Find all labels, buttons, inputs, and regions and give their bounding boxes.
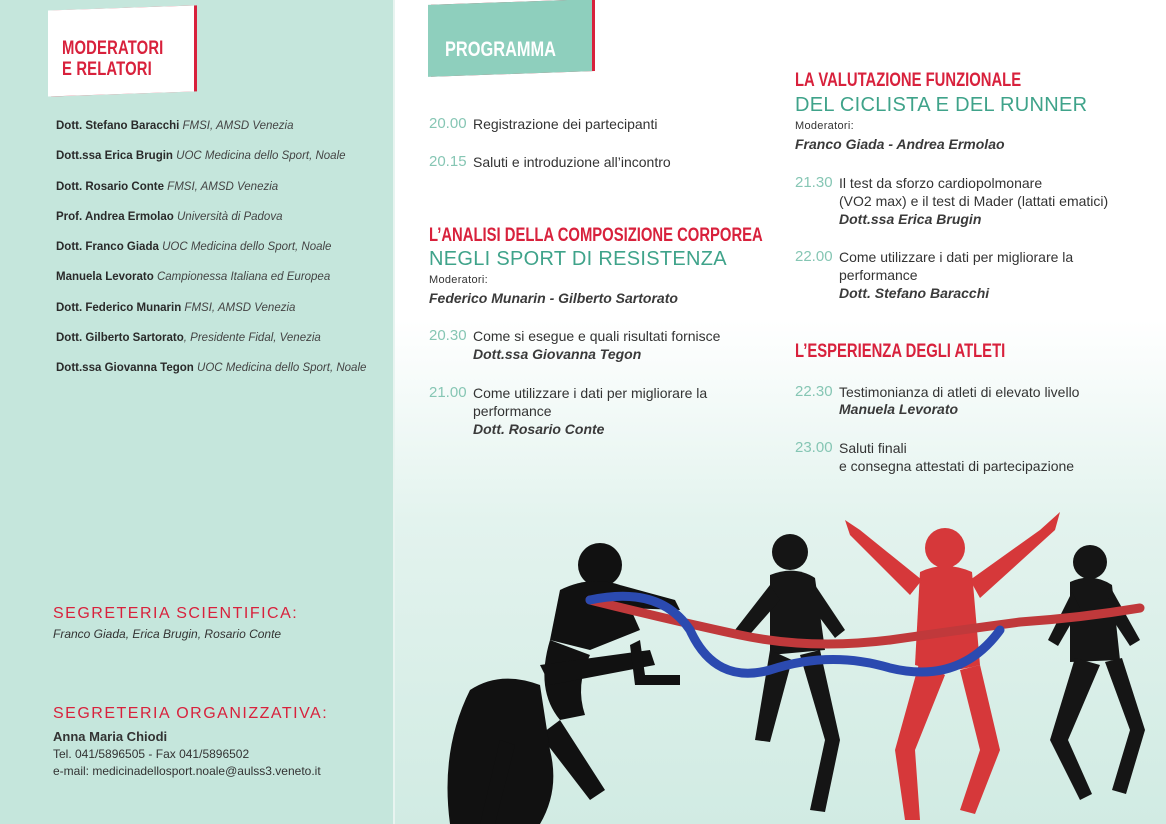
- moderator-name: Dott.ssa Giovanna Tegon: [56, 362, 194, 375]
- moderator-affiliation: UOC Medicina dello Sport, Noale: [172, 150, 346, 163]
- time-label: 22.30: [795, 383, 833, 400]
- program-item-text-2: performance: [473, 403, 552, 419]
- time-label: 21.30: [795, 174, 833, 191]
- moderator-name: Dott. Federico Munarin: [56, 301, 182, 314]
- athletes-illustration: [440, 490, 1166, 824]
- moderator-name: Manuela Levorato: [56, 271, 154, 284]
- session1-mod-names: Federico Munarin - Gilberto Sartorato: [429, 290, 678, 306]
- session1-title-red: L’ANALISI DELLA COMPOSIZIONE CORPOREA: [429, 225, 763, 246]
- moderators-tag-line1: MODERATORI: [62, 38, 164, 59]
- moderator-name: Dott. Gilberto Sartorato: [56, 332, 184, 345]
- moderator-name: Dott. Rosario Conte: [56, 180, 164, 193]
- moderator-affiliation: FMSI, AMSD Venezia: [179, 120, 294, 132]
- program-item-text: Il test da sforzo cardiopolmonare: [839, 175, 1043, 191]
- organizing-phone: Tel. 041/5896505 - Fax 041/5896502: [53, 747, 250, 761]
- program-tag-text: PROGRAMMA: [445, 38, 557, 61]
- program-item-text: Saluti e introduzione all’incontro: [473, 154, 671, 170]
- program-item-text-2: performance: [839, 267, 918, 283]
- program-item-text-2: e consegna attestati di partecipazione: [839, 458, 1075, 474]
- session3-title-red: L’ESPERIENZA DEGLI ATLETI: [795, 341, 1006, 362]
- session2-title-green: DEL CICLISTA E DEL RUNNER: [795, 94, 1088, 116]
- moderator-affiliation: , Presidente Fidal, Venezia: [183, 332, 321, 345]
- program-item-speaker: Dott. Rosario Conte: [473, 421, 605, 437]
- session2-mod-names: Franco Giada - Andrea Ermolao: [795, 136, 1005, 152]
- organizing-contact-name: Anna Maria Chiodi: [53, 729, 168, 744]
- moderator-name: Dott.ssa Erica Brugin: [56, 150, 173, 163]
- moderator-affiliation: FMSI, AMSD Venezia: [163, 180, 279, 193]
- list-item: [56, 271, 366, 301]
- program-item-text-2: (VO2 max) e il test di Mader (lattati ematici): [839, 193, 1109, 209]
- panel-divider: [393, 0, 395, 824]
- program-item-speaker: Dott. Stefano Baracchi: [839, 285, 990, 301]
- list-item: [56, 241, 366, 271]
- cyclist-silhouette: [448, 543, 681, 824]
- list-item: [56, 302, 366, 332]
- program-item-text: Come si esegue e quali risultati fornisce: [473, 328, 721, 344]
- scientific-secretariat-title: SEGRETERIA SCIENTIFICA:: [53, 605, 299, 622]
- moderator-affiliation: Campionessa Italiana ed Europea: [153, 271, 331, 284]
- list-item: [56, 332, 366, 362]
- list-item: [56, 181, 366, 211]
- session2-title-red: LA VALUTAZIONE FUNZIONALE: [795, 70, 1022, 91]
- moderators-list: [56, 120, 366, 393]
- program-item-speaker: Dott.ssa Giovanna Tegon: [473, 346, 642, 362]
- program-item-text: Registrazione dei partecipanti: [473, 116, 658, 132]
- list-item: [56, 211, 366, 241]
- session2-mod-label: Moderatori:: [795, 120, 854, 132]
- runner-right-silhouette: [1048, 545, 1145, 800]
- time-label: 22.00: [795, 248, 833, 265]
- list-item: [56, 362, 366, 392]
- program-item-text: Come utilizzare i dati per migliorare la: [839, 249, 1074, 265]
- time-label: 20.30: [429, 327, 467, 344]
- organizing-email: e-mail: medicinadellosport.noale@aulss3.veneto.it: [53, 764, 321, 778]
- list-item: [56, 150, 366, 180]
- moderators-tag-text: [62, 38, 163, 80]
- organizing-secretariat-title: SEGRETERIA ORGANIZZATIVA:: [53, 705, 329, 722]
- scientific-secretariat-names: Franco Giada, Erica Brugin, Rosario Conte: [53, 627, 282, 641]
- moderator-name: Prof. Andrea Ermolao: [56, 210, 174, 223]
- time-label: 21.00: [429, 384, 467, 401]
- session1-title-green: NEGLI SPORT DI RESISTENZA: [429, 248, 727, 270]
- moderator-affiliation: Università di Padova: [173, 210, 283, 223]
- program-item-speaker: Manuela Levorato: [839, 401, 959, 417]
- moderator-name: Dott. Stefano Baracchi: [56, 120, 180, 132]
- program-item-text: Testimonianza di atleti di elevato livello: [839, 384, 1080, 400]
- moderators-tag-line2: E RELATORI: [62, 59, 152, 80]
- moderator-name: Dott. Franco Giada: [56, 241, 159, 254]
- moderator-affiliation: UOC Medicina dello Sport, Noale: [158, 241, 332, 254]
- moderator-affiliation: UOC Medicina dello Sport, Noale: [193, 362, 367, 375]
- program-item-text: Saluti finali: [839, 440, 907, 456]
- time-label: 20.15: [429, 153, 467, 170]
- program-item-text: Come utilizzare i dati per migliorare la: [473, 385, 708, 401]
- list-item: [56, 120, 366, 150]
- time-label: 20.00: [429, 115, 467, 132]
- moderator-affiliation: FMSI, AMSD Venezia: [181, 301, 296, 314]
- session1-mod-label: Moderatori:: [429, 274, 488, 286]
- program-item-speaker: Dott.ssa Erica Brugin: [839, 211, 982, 227]
- time-label: 23.00: [795, 439, 833, 456]
